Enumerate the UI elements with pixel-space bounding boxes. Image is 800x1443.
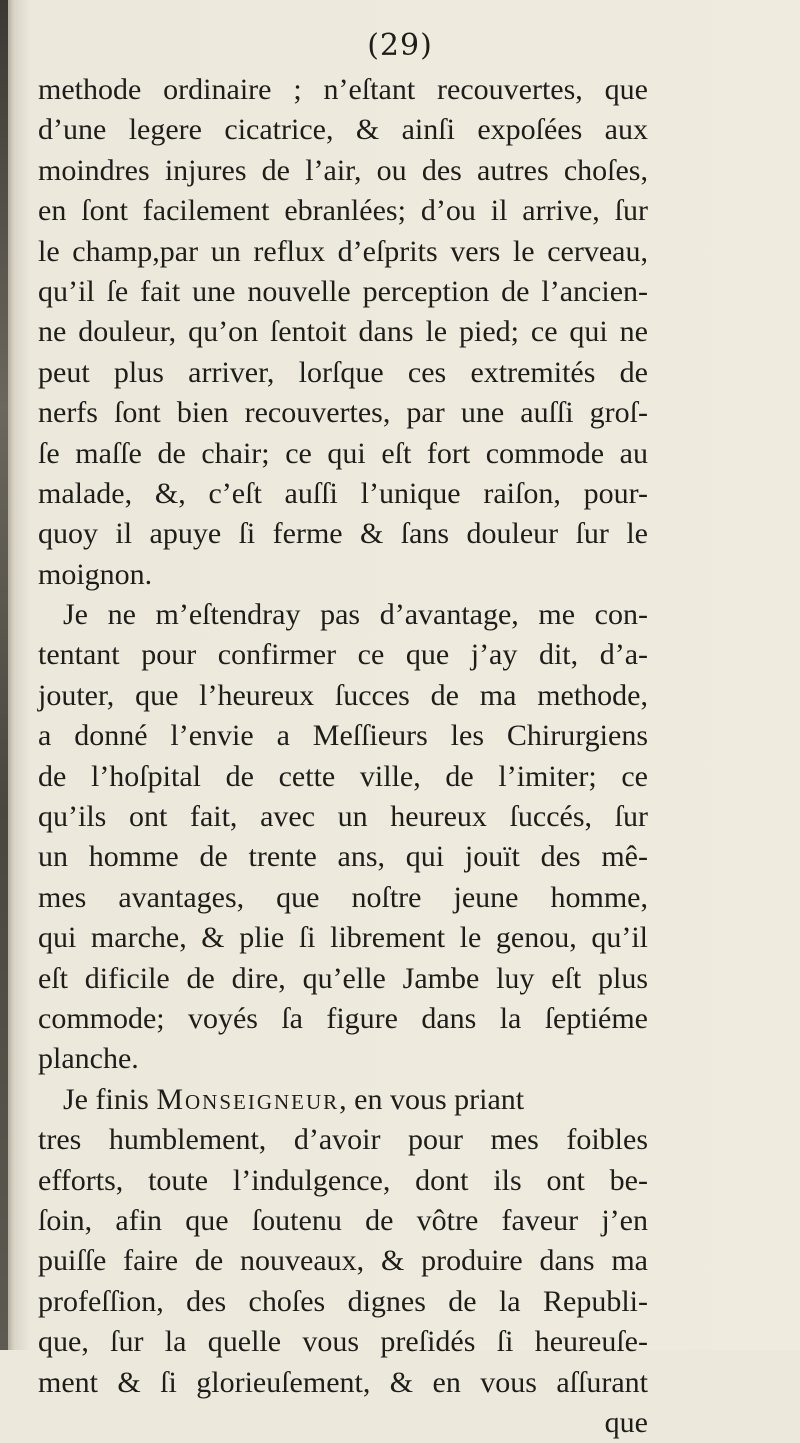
text-line: qu’ils ont fait, avec un heureux ſuccés, ſur	[38, 800, 648, 834]
text-line: ſoin, afin que ſoutenu de vôtre faveur j’en	[38, 1203, 648, 1237]
catchword: que	[604, 1405, 648, 1439]
body-text	[38, 70, 648, 1443]
text-line: tres humblement, d’avoir pour mes foibles	[38, 1123, 648, 1157]
text-line: methode ordinaire ; n’eſtant recouvertes, que	[38, 73, 648, 106]
page-number: (29)	[367, 28, 433, 63]
text-line: mes avantages, que noſtre jeune homme,	[38, 880, 648, 914]
text-line: moignon.	[38, 557, 153, 591]
text-line: Je ne m’eſtendray pas d’avantage, me con-	[63, 598, 648, 632]
text-line: ne douleur, qu’on ſentoit dans le pied; ce qui ne	[38, 315, 648, 349]
text-fragment: Je finis	[63, 1082, 149, 1116]
text-line: moindres injures de l’air, ou des autres choſes,	[38, 153, 648, 187]
text-line: qu’il ſe fait une nouvelle perception de l’ancien-	[38, 274, 648, 308]
text-line: malade, &, c’eſt auſſi l’unique raiſon, pour-	[38, 476, 648, 510]
text-line-address	[38, 1080, 648, 1120]
text-line: puiſſe faire de nouveaux, & produire dans ma	[38, 1244, 648, 1278]
text-line: efforts, toute l’indulgence, dont ils ont be-	[38, 1163, 648, 1197]
text-line: ment & ſi glorieuſement, & en vous aſſurant	[38, 1365, 648, 1399]
text-line: un homme de trente ans, qui jouït des mê-	[38, 840, 648, 874]
text-line: commode; voyés ſa figure dans la ſeptiéme	[38, 1001, 648, 1035]
salutation: Monseigneur	[156, 1082, 340, 1116]
text-line: quoy il apuye ſi ferme & ſans douleur ſur le	[38, 517, 648, 551]
text-line: ſe maſſe de chair; ce qui eſt fort commode au	[38, 436, 648, 470]
book-spine	[0, 0, 8, 1350]
text-line: tentant pour confirmer ce que j’ay dit, d’a-	[38, 638, 648, 672]
text-line: a donné l’envie a Meſſieurs les Chirurgiens	[38, 719, 648, 753]
text-line: d’une legere cicatrice, & ainſi expoſées aux	[38, 113, 648, 147]
text-line: qui marche, & plie ſi librement le genou, qu’il	[38, 921, 648, 955]
text-line: le champ,par un reflux d’eſprits vers le cerveau,	[38, 234, 648, 268]
text-fragment: , en vous priant	[339, 1082, 525, 1116]
text-line: profeſſion, des choſes dignes de la Republi-	[38, 1284, 648, 1318]
text-line: de l’hoſpital de cette ville, de l’imiter; ce	[38, 759, 648, 793]
text-line: eſt dificile de dire, qu’elle Jambe luy eſt plus	[38, 961, 648, 995]
text-line: nerfs ſont bien recouvertes, par une auſſi groſ-	[38, 396, 648, 430]
text-line: planche.	[38, 1042, 139, 1076]
text-line: que, ſur la quelle vous preſidés ſi heureuſe-	[38, 1325, 648, 1359]
text-line: jouter, que l’heureux ſucces de ma methode,	[38, 678, 648, 712]
text-line: peut plus arriver, lorſque ces extremités de	[38, 355, 648, 389]
text-line: en ſont facilement ebranlées; d’ou il arrive, ſur	[38, 194, 648, 228]
